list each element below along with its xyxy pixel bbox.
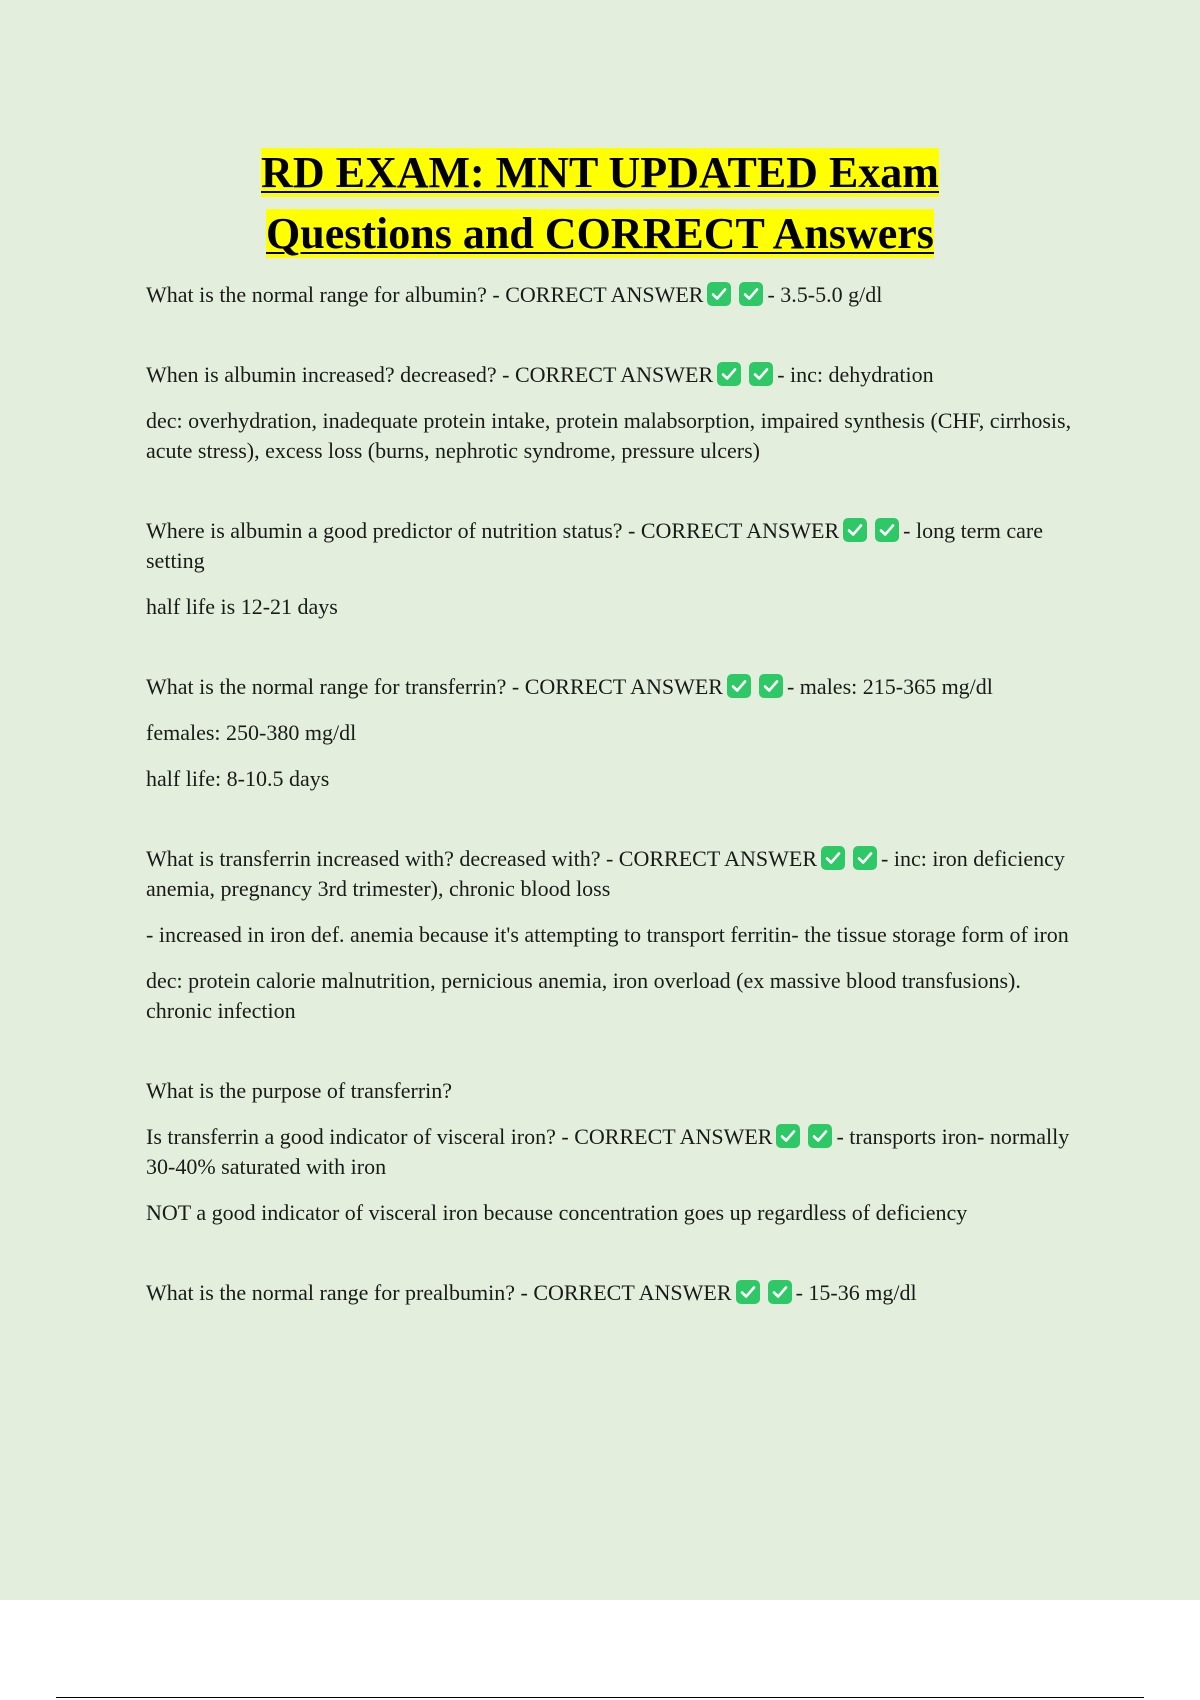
qa-item bbox=[146, 672, 1086, 794]
check-icon bbox=[808, 1124, 832, 1148]
qa-item bbox=[146, 1278, 1086, 1308]
check-icon bbox=[768, 1280, 792, 1304]
check-icon bbox=[875, 518, 899, 542]
question-text: When is albumin increased? decreased? - bbox=[146, 362, 515, 387]
question-line bbox=[146, 360, 1086, 390]
qa-item bbox=[146, 516, 1086, 622]
check-icon bbox=[853, 846, 877, 870]
page-divider bbox=[56, 1697, 1144, 1698]
question-line bbox=[146, 844, 1086, 904]
check-icon bbox=[821, 846, 845, 870]
answer-detail: half life is 12-21 days bbox=[146, 594, 338, 619]
question-text: Where is albumin a good predictor of nutrition status? - bbox=[146, 518, 641, 543]
answer-detail: half life: 8-10.5 days bbox=[146, 766, 330, 791]
answer-text: - long term care setting bbox=[146, 518, 1043, 573]
question-line bbox=[146, 516, 1086, 576]
answer-marker: CORRECT ANSWER bbox=[640, 518, 840, 543]
qa-item bbox=[146, 1076, 1086, 1228]
check-icon bbox=[727, 674, 751, 698]
question-text: What is the normal range for prealbumin? - bbox=[146, 1280, 534, 1305]
answer-text: - 3.5-5.0 g/dl bbox=[767, 282, 883, 307]
answer-marker: CORRECT ANSWER bbox=[505, 282, 704, 307]
check-icon bbox=[717, 362, 741, 386]
check-icon bbox=[843, 518, 867, 542]
answer-marker: CORRECT ANSWER bbox=[574, 1124, 773, 1149]
answer-text: - 15-36 mg/dl bbox=[795, 1280, 917, 1305]
answer-text: - males: 215-365 mg/dl bbox=[786, 674, 993, 699]
title-line-2: Questions and CORRECT Answers bbox=[266, 209, 934, 258]
check-icon bbox=[739, 282, 763, 306]
check-icon bbox=[707, 282, 731, 306]
question-line bbox=[146, 672, 1086, 702]
answer-text: - transports iron- normally 30-40% saturated with iron bbox=[146, 1124, 1070, 1179]
question-pre-line: What is the purpose of transferrin? bbox=[146, 1078, 453, 1103]
question-text: Is transferrin a good indicator of visceral iron? - bbox=[146, 1124, 575, 1149]
question-line bbox=[146, 1278, 1086, 1308]
answer-detail: - increased in iron def. anemia because it's attempting to transport ferritin- the tissue storage form of iron bbox=[146, 922, 1069, 947]
title-line-1: RD EXAM: MNT UPDATED Exam bbox=[261, 148, 939, 197]
answer-marker: CORRECT ANSWER bbox=[524, 674, 723, 699]
document-title bbox=[0, 142, 1200, 264]
answer-text: - inc: dehydration bbox=[777, 362, 934, 387]
answer-marker: CORRECT ANSWER bbox=[533, 1280, 732, 1305]
qa-item bbox=[146, 360, 1086, 466]
check-icon bbox=[776, 1124, 800, 1148]
answer-detail: females: 250-380 mg/dl bbox=[146, 720, 357, 745]
answer-marker: CORRECT ANSWER bbox=[618, 846, 818, 871]
question-text: What is transferrin increased with? decreased with? - bbox=[146, 846, 619, 871]
question-text: What is the normal range for transferrin? - bbox=[146, 674, 525, 699]
answer-detail: NOT a good indicator of visceral iron because concentration goes up regardless of deficiency bbox=[146, 1200, 968, 1225]
qa-item bbox=[146, 280, 1086, 310]
answer-text: - inc: iron deficiency anemia, pregnancy 3rd trimester), chronic blood loss bbox=[146, 846, 1065, 901]
qa-list bbox=[146, 280, 1086, 1324]
question-line bbox=[146, 1122, 1086, 1182]
question-line bbox=[146, 280, 1086, 310]
question-text: What is the normal range for albumin? - bbox=[146, 282, 506, 307]
check-icon bbox=[759, 674, 783, 698]
qa-item bbox=[146, 844, 1086, 1026]
answer-detail: dec: protein calorie malnutrition, pernicious anemia, iron overload (ex massive blood transfusions). chronic infection bbox=[146, 968, 1021, 1023]
answer-detail: dec: overhydration, inadequate protein intake, protein malabsorption, impaired synthesis (CHF, cirrhosis, acute stress), excess loss (burns, nephrotic syndrome, pressure ulcers) bbox=[146, 408, 1072, 463]
check-icon bbox=[736, 1280, 760, 1304]
check-icon bbox=[749, 362, 773, 386]
answer-marker: CORRECT ANSWER bbox=[514, 362, 714, 387]
